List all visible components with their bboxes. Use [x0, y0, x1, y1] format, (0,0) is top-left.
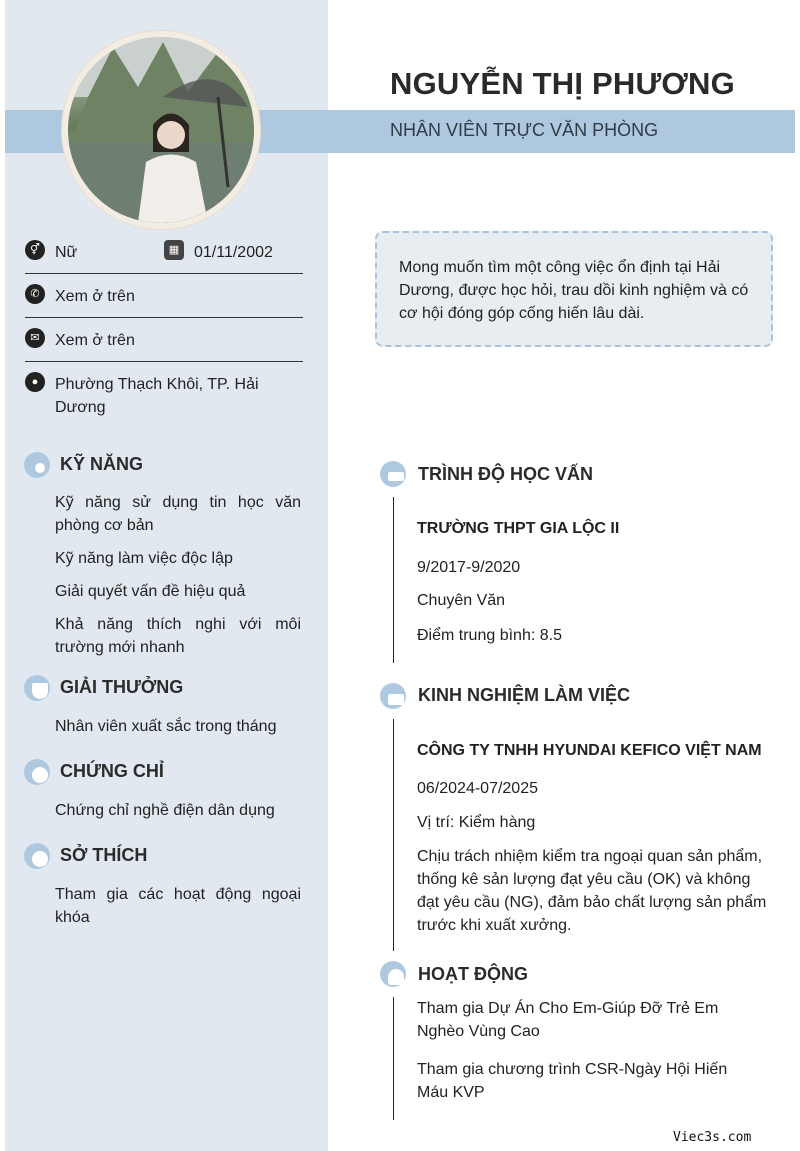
timeline-line	[393, 719, 394, 951]
divider	[25, 273, 303, 274]
gear-icon	[24, 452, 50, 478]
phone-value: Xem ở trên	[55, 288, 135, 305]
gender-value: Nữ	[55, 244, 78, 261]
candidate-name: NGUYỄN THỊ PHƯƠNG	[390, 66, 735, 101]
timeline-line	[393, 497, 394, 663]
skill-item: Kỹ năng làm việc độc lập	[55, 550, 233, 567]
mail-icon: ✉	[25, 328, 45, 348]
dob-row	[164, 240, 304, 264]
experience-position: Vị trí: Kiểm hàng	[417, 814, 536, 831]
education-period: 9/2017-9/2020	[417, 559, 521, 576]
timeline-line	[393, 997, 394, 1120]
footer-watermark: Viec3s.com	[673, 1130, 752, 1145]
skill-item: Kỹ năng sử dụng tin học văn phòng cơ bản	[55, 494, 301, 534]
activity-item: Tham gia chương trình CSR-Ngày Hội Hiến Máu KVP	[417, 1061, 728, 1101]
education-major: Chuyên Văn	[417, 592, 506, 609]
job-title: NHÂN VIÊN TRỰC VĂN PHÒNG	[390, 120, 659, 140]
profile-photo	[68, 37, 254, 223]
dob-value: 01/11/2002	[194, 244, 273, 261]
awards-title: GIẢI THƯỞNG	[60, 677, 184, 697]
experience-period: 06/2024-07/2025	[417, 780, 538, 797]
experience-description: Chịu trách nhiệm kiểm tra ngoại quan sản phẩm, thống kê sản lượng đạt yêu cầu (OK) và không đạt yêu cầu (NG), đảm bảo chất lượng sản phẩm trước khi xuất xưởng.	[417, 848, 767, 934]
career-objective: Mong muốn tìm một công việc ổn định tại Hải Dương, được học hỏi, trau dồi kinh nghiệm và có cơ hội đóng góp cống hiến lâu dài.	[375, 231, 773, 347]
skills-title: KỸ NĂNG	[60, 454, 144, 474]
address-value: Phường Thạch Khôi, TP. Hải Dương	[55, 376, 259, 416]
school-name: TRƯỜNG THPT GIA LỘC II	[417, 520, 620, 537]
briefcase-icon	[380, 683, 406, 709]
people-icon	[380, 961, 406, 987]
company-name: CÔNG TY TNHH HYUNDAI KEFICO VIỆT NAM	[417, 742, 762, 759]
email-value: Xem ở trên	[55, 332, 135, 349]
education-gpa: Điểm trung bình: 8.5	[417, 627, 562, 644]
avatar	[62, 31, 260, 229]
activities-title: HOẠT ĐỘNG	[418, 964, 528, 984]
award-item: Nhân viên xuất sắc trong tháng	[55, 718, 277, 735]
address-row	[25, 372, 303, 420]
gender-icon: ⚥	[25, 240, 45, 260]
location-pin-icon: ●	[25, 372, 45, 392]
certificates-title: CHỨNG CHỈ	[60, 761, 164, 781]
activity-item: Tham gia Dự Án Cho Em-Giúp Đỡ Trẻ Em Nghèo Vùng Cao	[417, 1000, 719, 1040]
email-row	[25, 328, 303, 352]
calendar-icon: ▦	[164, 240, 184, 260]
divider	[25, 361, 303, 362]
skill-item: Khả năng thích nghi với môi trường mới nhanh	[55, 616, 301, 656]
phone-row	[25, 284, 303, 308]
graduation-cap-icon	[380, 461, 406, 487]
divider	[25, 317, 303, 318]
certificate-item: Chứng chỉ nghề điện dân dụng	[55, 802, 275, 819]
badge-icon	[24, 759, 50, 785]
trophy-icon	[24, 675, 50, 701]
hobby-item: Tham gia các hoạt động ngoại khóa	[55, 886, 301, 926]
education-title: TRÌNH ĐỘ HỌC VẤN	[418, 464, 593, 484]
heart-icon	[24, 843, 50, 869]
hobbies-title: SỞ THÍCH	[60, 845, 148, 865]
phone-icon: ✆	[25, 284, 45, 304]
skill-item: Giải quyết vấn đề hiệu quả	[55, 583, 246, 600]
experience-title: KINH NGHIỆM LÀM VIỆC	[418, 685, 631, 705]
